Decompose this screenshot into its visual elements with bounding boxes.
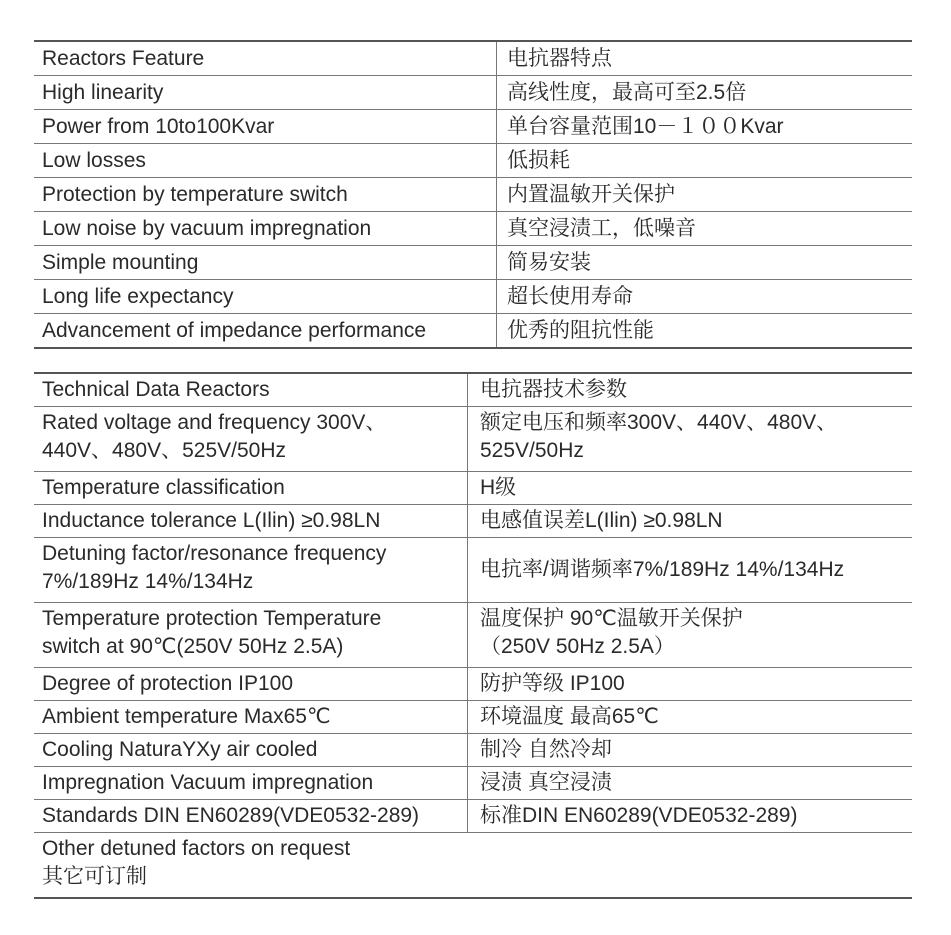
- table-row: [34, 177, 912, 211]
- spec-en: [34, 603, 468, 667]
- spec-en: [34, 734, 468, 766]
- feature-zh: 优秀的阻抗性能: [507, 319, 654, 342]
- cell-text: 制冷 自然冷却: [480, 738, 612, 761]
- table-row: [34, 75, 912, 109]
- cell-text: 电抗率/调谐频率7%/189Hz 14%/134Hz: [480, 558, 845, 581]
- cell-text: H级: [480, 476, 517, 499]
- table-row: [34, 109, 912, 143]
- footer-note: [34, 833, 912, 897]
- spec-en: [34, 538, 468, 602]
- features-table: [34, 40, 912, 349]
- cell-text: 额定电压和频率300V、440V、480V、: [480, 411, 838, 434]
- table-row: [34, 733, 912, 766]
- feature-en: Protection by temperature switch: [34, 178, 497, 211]
- feature-en: Power from 10to100Kvar: [34, 110, 497, 143]
- cell-text: Other detuned factors on request: [42, 837, 351, 860]
- feature-en: Long life expectancy: [34, 280, 497, 313]
- spec-en: [34, 701, 468, 733]
- spec-zh: [468, 734, 912, 766]
- table-row: [34, 537, 912, 602]
- cell-text: 电抗器技术参数: [480, 378, 627, 401]
- cell-text: 环境温度 最高65℃: [480, 705, 659, 728]
- feature-en: Advancement of impedance performance: [34, 314, 497, 347]
- table-row: [34, 504, 912, 537]
- spec-en: [34, 407, 468, 471]
- cell-text: 440V、480V、525V/50Hz: [42, 439, 286, 462]
- spec-zh: [468, 800, 912, 832]
- table-row: [34, 245, 912, 279]
- technical-header-row: [34, 374, 912, 406]
- table-row: [34, 799, 912, 832]
- spec-en: [34, 472, 468, 504]
- table-row: [34, 143, 912, 177]
- features-header-row: [34, 42, 912, 75]
- cell-text: Degree of protection IP100: [42, 672, 293, 695]
- spec-zh: [468, 701, 912, 733]
- cell-text: 其它可订制: [42, 865, 147, 888]
- spec-zh: [468, 767, 912, 799]
- cell-text: Standards DIN EN60289(VDE0532-289): [42, 804, 420, 827]
- cell-text: switch at 90℃(250V 50Hz 2.5A): [42, 635, 344, 658]
- table-row: [34, 313, 912, 347]
- cell-text: 标准DIN EN60289(VDE0532-289): [480, 804, 798, 827]
- cell-text: Inductance tolerance L(Ilin) ≥0.98LN: [42, 509, 381, 532]
- cell-text: Temperature classification: [42, 476, 285, 499]
- feature-zh: 超长使用寿命: [507, 285, 633, 308]
- cell-text: 525V/50Hz: [480, 439, 584, 462]
- cell-text: 防护等级 IP100: [480, 672, 625, 695]
- feature-zh: 高线性度，最高可至2.5倍: [507, 81, 747, 104]
- table-row: [34, 211, 912, 245]
- spec-zh: [468, 603, 912, 667]
- cell-text: Ambient temperature Max65℃: [42, 705, 331, 728]
- feature-en: High linearity: [34, 76, 497, 109]
- footer-note-row: [34, 832, 912, 897]
- feature-zh: 简易安装: [507, 251, 591, 274]
- spec-en: [34, 800, 468, 832]
- features-header-en: Reactors Feature: [34, 42, 497, 75]
- features-header-zh: 电抗器特点: [507, 47, 612, 70]
- cell-text: Cooling NaturaYXy air cooled: [42, 738, 318, 761]
- technical-header-en: [34, 374, 468, 406]
- table-row: [34, 766, 912, 799]
- cell-text: （250V 50Hz 2.5A）: [480, 635, 675, 658]
- table-row: [34, 700, 912, 733]
- table-row: [34, 406, 912, 471]
- spec-zh: [468, 505, 912, 537]
- spec-zh: [468, 538, 912, 602]
- cell-text: Impregnation Vacuum impregnation: [42, 771, 374, 794]
- feature-en: Low noise by vacuum impregnation: [34, 212, 497, 245]
- spec-en: [34, 505, 468, 537]
- table-row: [34, 602, 912, 667]
- table-row: [34, 667, 912, 700]
- feature-en: Simple mounting: [34, 246, 497, 279]
- cell-text: 电感值误差L(Ilin) ≥0.98LN: [480, 509, 723, 532]
- feature-zh: 内置温敏开关保护: [507, 183, 675, 206]
- cell-text: Rated voltage and frequency 300V、: [42, 411, 387, 434]
- cell-text: 浸渍 真空浸渍: [480, 771, 612, 794]
- cell-text: Technical Data Reactors: [42, 378, 270, 401]
- feature-zh: 单台容量范围10－１００Kvar: [507, 115, 784, 138]
- table-row: [34, 471, 912, 504]
- feature-zh: 真空浸渍工，低噪音: [507, 217, 696, 240]
- table-row: [34, 279, 912, 313]
- spec-en: [34, 767, 468, 799]
- feature-en: Low losses: [34, 144, 497, 177]
- feature-zh: 低损耗: [507, 149, 570, 172]
- spec-zh: [468, 668, 912, 700]
- spec-en: [34, 668, 468, 700]
- spec-zh: [468, 407, 912, 471]
- technical-header-zh: [468, 374, 912, 406]
- spec-zh: [468, 472, 912, 504]
- cell-text: 7%/189Hz 14%/134Hz: [42, 570, 254, 593]
- technical-data-table: [34, 372, 912, 899]
- cell-text: Detuning factor/resonance frequency: [42, 542, 387, 565]
- cell-text: 温度保护 90℃温敏开关保护: [480, 607, 743, 630]
- cell-text: Temperature protection Temperature: [42, 607, 382, 630]
